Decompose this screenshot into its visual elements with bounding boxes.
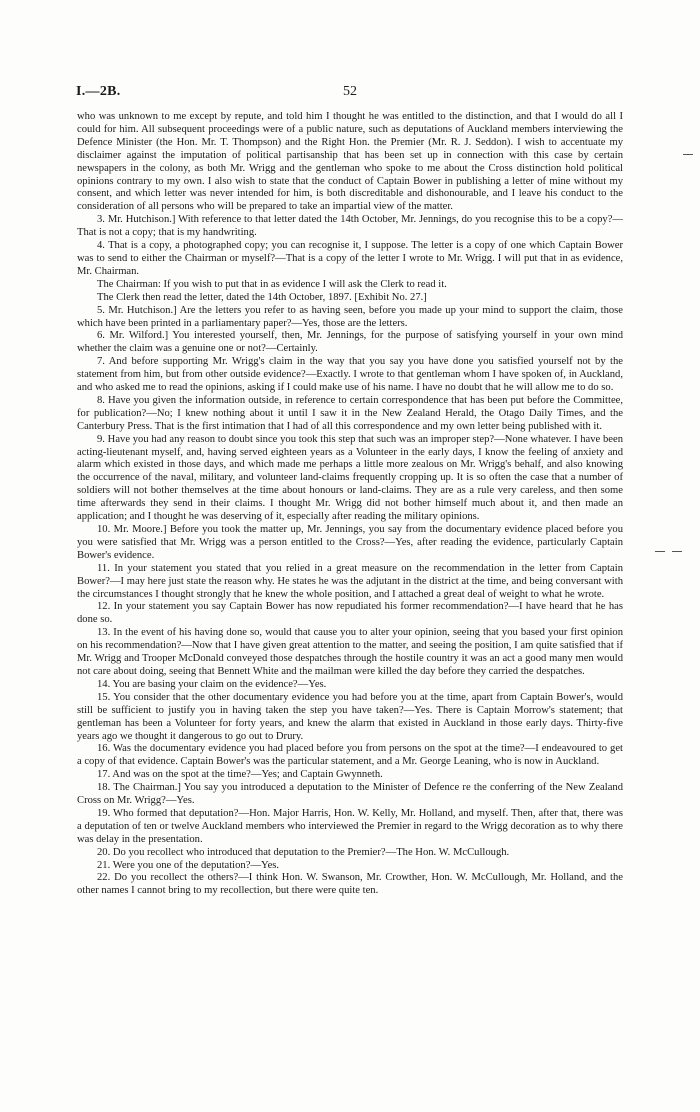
paragraph: The Chairman: If you wish to put that in as evidence I will ask the Clerk to read it. — [97, 278, 447, 290]
paragraph: 17. And was on the spot at the time?—Yes; and Captain Gwynneth. — [97, 769, 383, 781]
paragraph: The Clerk then read the letter, dated the 14th October, 1897. [Exhibit No. 27.] — [97, 291, 427, 303]
paragraph: 8. Have you given the information outside, in reference to certain correspondence that has been put before the Committee, for publication?—No; I knew nothing about it until I saw it in the New Zealand Herald, the Otago Daily Times, and the Canterbury Press. That is the first intimation that I had of all this correspondence and my own letter being published with it. — [77, 394, 623, 432]
margin-mark — [655, 551, 665, 552]
margin-mark — [683, 154, 693, 155]
paragraph: 21. Were you one of the deputation?—Yes. — [97, 859, 280, 871]
paragraph: 19. Who formed that deputation?—Hon. Major Harris, Hon. W. Kelly, Mr. Holland, and myself. Then, after that, there was a deputation of ten or twelve Auckland members who interviewed the Premier in regard to the Wrigg decoration as to why there was delay in the presentation. — [77, 807, 623, 845]
margin-mark — [672, 551, 682, 552]
paragraph: 5. Mr. Hutchison.] Are the letters you refer to as having seen, before you made up your mind to support the claim, those which have been printed in a parliamentary paper?—Yes, those are the letters. — [77, 304, 623, 329]
paragraph: 4. That is a copy, a photographed copy; you can recognise it, I suppose. The letter is a copy of one which Captain Bower was to send to either the Chairman or myself?—That is a copy of the letter I wrote to Mr. Wrigg. I will put that in as evidence, Mr. Chairman. — [77, 240, 623, 277]
paragraph: 14. You are basing your claim on the evidence?—Yes. — [97, 678, 327, 690]
paragraph: 20. Do you recollect who introduced that deputation to the Premier?—The Hon. W. McCullough. — [97, 846, 510, 858]
paragraph: 6. Mr. Wilford.] You interested yourself, then, Mr. Jennings, for the purpose of satisfying yourself in your own mind whether the claim was a genuine one or not?—Certainly. — [77, 330, 623, 355]
paragraph: 16. Was the documentary evidence you had placed before you from persons on the spot at the time?—I endeavoured to get a copy of that evidence. Captain Bower's was the particular statement, and a Mr. George Leaning, who is now in Auckland. — [77, 743, 623, 768]
paragraph: 13. In the event of his having done so, would that cause you to alter your opinion, seeing that you based your first opinion on his recommendation?—Now that I have given great attention to the matter, and seeing the position, I am quite satisfied that if Mr. Wrigg and Trooper McDonald conveyed those despatches through the hostile country it was an act a good many men would not care about doing, seeing that Bennett White and the mailman were killed the day before they carried the despatches. — [77, 627, 623, 677]
paragraph: 9. Have you had any reason to doubt since you took this step that such was an improper step?—None whatever. I have been acting-lieutenant myself, and, having served eighteen years as a Volunteer in the early days, I know the feeling of anxiety and alarm which existed in those days, and which made me perhaps a little more zealous on Mr. Wrigg's behalf, and also knowing the occurrence of the naval, military, and volunteer land-claims frequently cropping up. It is so often the case that a number of soldiers will not bother themselves at the time about honours or land-claims. They are as a rule very careless, and then some time afterwards they send in their claims. I thought Mr. Wrigg did not bother himself much about it, and then made an application; and I thought he was deserving of it, especially after reading the military opinions. — [77, 433, 623, 523]
paragraph: 3. Mr. Hutchison.] With reference to that letter dated the 14th October, Mr. Jennings, do you recognise this to be a copy?—That is not a copy; that is my handwriting. — [77, 214, 623, 239]
paragraph: 18. The Chairman.] You say you introduced a deputation to the Minister of Defence re the conferring of the New Zealand Cross on Mr. Wrigg?—Yes. — [77, 782, 623, 807]
paragraph: 12. In your statement you say Captain Bower has now repudiated his former recommendation?—I have heard that he has done so. — [77, 601, 623, 626]
document-reference: I.—2B. — [76, 84, 121, 99]
paragraph: 7. And before supporting Mr. Wrigg's claim in the way that you say you have done you satisfied yourself not by the statement from him, but from other outside evidence?—Exactly. I wrote to that gentleman whom I have spoken of, in Auckland, and who asked me to read the opinions, asking if I could make use of his name. I have no doubt that he will allow me to do so. — [77, 356, 623, 394]
paragraph: 11. In your statement you stated that you relied in a great measure on the recommendation in the letter from Captain Bower?—I may here just state the reason why. He states he was the adjutant in the district at the time, and being conversant with the circumstances I thought strongly that he knew the whole position, and I attached a great deal of weight to what he wrote. — [77, 562, 623, 600]
page-header — [76, 84, 624, 102]
paragraph: 10. Mr. Moore.] Before you took the matter up, Mr. Jennings, you say from the documentary evidence placed before you you were satisfied that Mr. Wrigg was a person entitled to the Cross?—Yes, after reading the evidence, particularly Captain Bower's evidence. — [77, 524, 623, 561]
page-number: 52 — [343, 84, 357, 99]
paragraph: 15. You consider that the other documentary evidence you had before you at the time, apart from Captain Bower's, would still be sufficient to justify you in having taken the step you have taken?—Yes. There is Captain Morrow's statement; that gentleman has been a Volunteer for forty years, and knew the alarm that existed in Auckland in those early days. Thirty-five years ago we thought it dangerous to go out to Drury. — [77, 691, 623, 742]
paragraph: who was unknown to me except by repute, and told him I thought he was entitled to the distinction, and that I would do all I could for him. All subsequent proceedings were of a public nature, such as deputations of Auckland members interviewing the Defence Minister (the Hon. Mr. T. Thompson) and the Right Hon. the Premier (Mr. R. J. Seddon). I wish to accentuate my disclaimer against the imputation of political partisanship that has been set up in connection with this case by certain newspapers in the colony, as both Mr. Wrigg and the gentleman who spoke to me about the Cross distinction hold political opinions contrary to my own. I also wish to state that the conduct of Captain Bower in publishing a letter of mine without my consent, and which letter was never intended for him, is both discreditable and dishonourable, and I leave his conduct to the consideration of all persons who will be prepared to take an impartial view of the matter. — [77, 111, 623, 213]
document-body — [77, 111, 623, 898]
paragraph: 22. Do you recollect the others?—I think Hon. W. Swanson, Mr. Crowther, Hon. W. McCullough, Mr. Holland, and the other names I cannot bring to my recollection, but there were quite ten. — [77, 872, 623, 897]
